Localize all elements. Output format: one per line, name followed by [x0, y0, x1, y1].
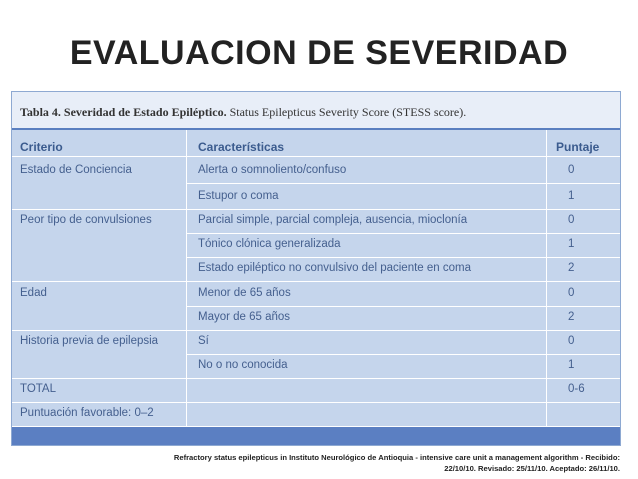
- table-cell-criterio: TOTAL: [20, 383, 56, 395]
- row-divider: [12, 281, 620, 282]
- table-cell-caracteristicas: Sí: [198, 335, 209, 347]
- table-cell-caracteristicas: Estado epiléptico no convulsivo del paciente en coma: [198, 262, 471, 274]
- header-caracteristicas: Características: [198, 140, 285, 154]
- row-divider: [12, 330, 620, 331]
- table-footer-band: [12, 427, 620, 445]
- row-divider: [186, 354, 620, 355]
- table-caption-rest: Status Epilepticus Severity Score (STESS score).: [226, 105, 467, 119]
- table-cell-criterio: Historia previa de epilepsia: [20, 335, 159, 347]
- table-cell-puntaje: 0: [568, 214, 575, 226]
- table-cell-caracteristicas: Alerta o somnoliento/confuso: [198, 164, 347, 176]
- table-cell-caracteristicas: Tónico clónica generalizada: [198, 238, 341, 250]
- row-divider: [186, 183, 620, 184]
- table-cell-puntaje: 0-6: [568, 383, 585, 395]
- table-cell-caracteristicas: Mayor de 65 años: [198, 311, 291, 323]
- table-cell-criterio: Estado de Conciencia: [20, 164, 132, 176]
- table-cell-criterio: Peor tipo de convulsiones: [20, 214, 152, 226]
- table-cell-caracteristicas: Menor de 65 años: [198, 287, 291, 299]
- source-citation: [150, 452, 620, 474]
- slide-title: EVALUACION DE SEVERIDAD: [69, 34, 569, 72]
- row-divider: [12, 209, 620, 210]
- column-divider: [186, 130, 187, 429]
- table-caption-row: [12, 92, 620, 130]
- table-cell-puntaje: 0: [568, 335, 575, 347]
- column-divider: [546, 130, 547, 429]
- table-cell-puntaje: 1: [568, 190, 575, 202]
- row-divider: [186, 257, 620, 258]
- row-divider: [186, 233, 620, 234]
- table-cell-puntaje: 0: [568, 287, 575, 299]
- row-divider: [12, 378, 620, 379]
- table-cell-caracteristicas: No o no conocida: [198, 359, 288, 371]
- table-caption: [20, 105, 466, 120]
- header-puntaje: Puntaje: [556, 140, 600, 154]
- header-criterio: Criterio: [20, 140, 63, 154]
- row-divider: [12, 156, 620, 157]
- table-cell-puntaje: 2: [568, 262, 575, 274]
- source-line-1: Refractory status epilepticus in Instituto Neurológico de Antioquia - intensive care unit a management algorithm - Recibido:: [173, 453, 620, 462]
- stess-table: [11, 91, 621, 446]
- table-cell-caracteristicas: Parcial simple, parcial compleja, ausencia, mioclonía: [198, 214, 468, 226]
- row-divider: [186, 306, 620, 307]
- table-cell-puntaje: 0: [568, 164, 575, 176]
- row-divider: [12, 402, 620, 403]
- table-cell-puntaje: 1: [568, 359, 575, 371]
- table-cell-puntaje: 1: [568, 238, 575, 250]
- table-caption-bold: Tabla 4. Severidad de Estado Epiléptico.: [20, 105, 227, 119]
- table-cell-puntaje: 2: [568, 311, 575, 323]
- table-cell-caracteristicas: Estupor o coma: [198, 190, 279, 202]
- source-line-2: 22/10/10. Revisado: 25/11/10. Aceptado: 26/11/10.: [444, 464, 620, 473]
- table-cell-criterio: Edad: [20, 287, 47, 299]
- table-cell-criterio: Puntuación favorable: 0–2: [20, 407, 154, 419]
